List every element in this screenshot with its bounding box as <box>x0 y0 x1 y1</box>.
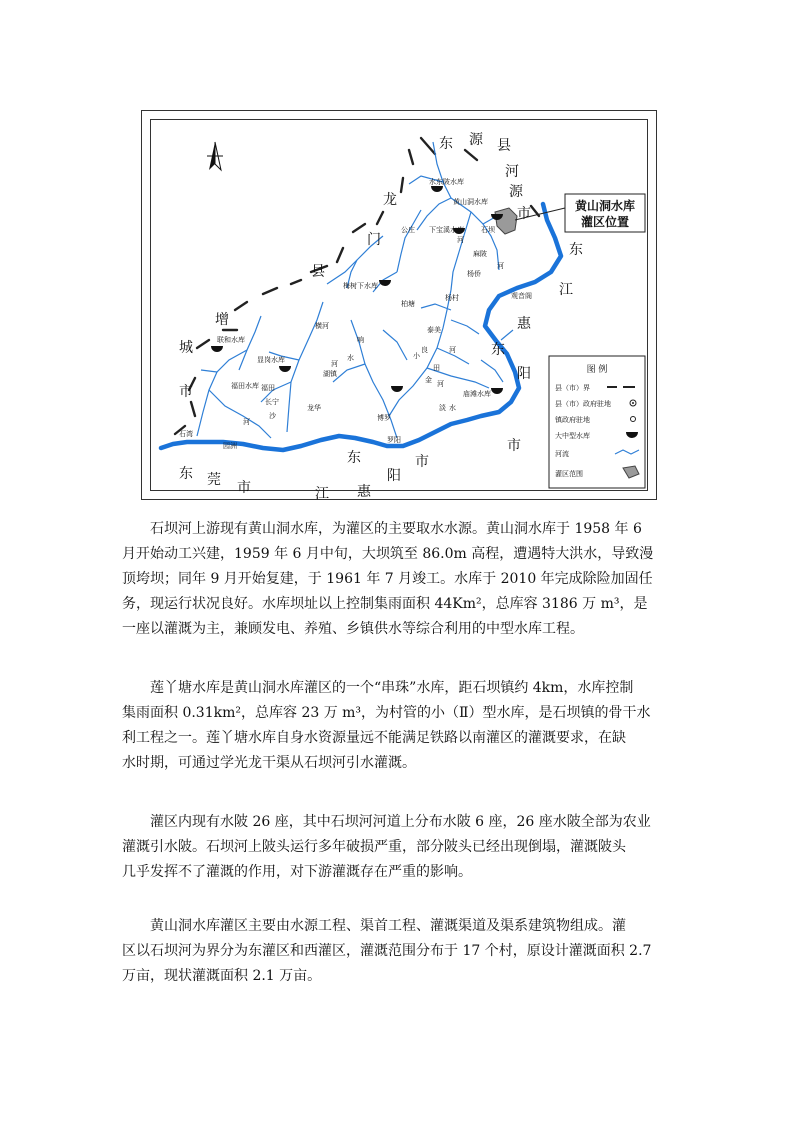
legend-item-county-seat: 县（市）政府驻地 <box>555 400 611 408</box>
water-label: 田 <box>433 364 440 372</box>
water-label: 金 <box>425 376 432 384</box>
reservoir-label: 下宝溪水库 <box>429 226 464 234</box>
water-label: 河 <box>449 346 456 354</box>
reservoir-label: 水东陂水库 <box>429 178 464 186</box>
text-line: 务，现运行状况良好。水库坝址以上控制集雨面积 44Km²，总库容 3186 万 m³，是 <box>122 596 648 612</box>
text-line: 区以石坝河为界分为东灌区和西灌区，灌溉范围分布于 17 个村，原设计灌溉面积 2.7 <box>122 943 652 959</box>
water-label: 水 <box>347 354 354 362</box>
town-seat-icon <box>631 417 636 422</box>
town-label: 罗阳 <box>387 436 401 444</box>
paragraph-lianyatang <box>122 676 658 776</box>
water-label: 河 <box>243 418 250 426</box>
region-char: 市 <box>237 480 251 496</box>
text-line: 灌区内现有水陂 26 座，其中石坝河河道上分布水陂 6 座，26 座水陂全部为农业 <box>150 814 651 830</box>
region-char: 增 <box>215 312 229 328</box>
region-char: 市 <box>415 454 429 470</box>
legend-item-reservoir: 大中型水库 <box>555 432 590 440</box>
town-label: 麻陂 <box>473 250 487 258</box>
water-label: 响 <box>357 336 364 344</box>
town-label: 福田 <box>261 384 275 392</box>
water-label: 良 <box>421 346 428 354</box>
region-char: 县 <box>497 138 511 154</box>
legend-item-town: 镇政府驻地 <box>555 416 590 424</box>
text-line: 利工程之一。莲丫塘水库自身水资源量远不能满足铁路以南灌区的灌溉要求，在缺 <box>122 730 626 746</box>
town-label: 长宁 <box>265 398 279 406</box>
map-figure <box>141 110 657 500</box>
town-label: 横河 <box>315 322 329 330</box>
town-label: 博罗 <box>377 414 391 422</box>
reservoir-label: 梅树下水库 <box>343 282 378 290</box>
callout-box <box>515 194 645 232</box>
region-char: 城 <box>179 340 193 356</box>
text-line: 莲丫塘水库是黄山洞水库灌区的一个“串珠”水库，距石坝镇约 4km，水库控制 <box>150 680 634 696</box>
legend-item-river: 河流 <box>555 450 569 458</box>
reservoir-labels <box>217 177 491 398</box>
legend-title: 图 例 <box>586 365 608 375</box>
town-label: 园洲 <box>223 442 237 450</box>
text-line: 集雨面积 0.31km²，总库容 23 万 m³，为村管的小（Ⅱ）型水库，是石坝镇的骨干水 <box>122 705 651 721</box>
water-label: 小 <box>413 352 420 360</box>
callout-line-2: 灌区位置 <box>580 215 630 229</box>
north-arrow-icon <box>207 142 223 170</box>
reservoir-label: 庙滩水库 <box>463 390 491 398</box>
callout-line-1: 黄山洞水库 <box>574 199 636 213</box>
region-char: 源 <box>509 184 523 200</box>
text-line: 万亩，现状灌溉面积 2.1 万亩。 <box>122 968 322 984</box>
region-char: 东 <box>569 242 583 258</box>
map-legend <box>549 356 645 488</box>
paragraph-irrigation-district <box>122 914 658 989</box>
region-char: 东 <box>179 466 193 482</box>
map-inner-border <box>150 119 648 502</box>
legend-item-irrigation: 灌区范围 <box>555 470 583 478</box>
text-line: 几乎发挥不了灌溉的作用，对下游灌溉存在严重的影响。 <box>122 864 472 880</box>
region-char: 江 <box>559 282 573 298</box>
region-char: 龙 <box>383 192 397 208</box>
region-char: 惠 <box>357 484 371 500</box>
text-line: 水时期，可通过学光龙干渠从石坝河引水灌溉。 <box>122 755 416 771</box>
region-char: 惠 <box>517 316 531 332</box>
region-char: 东 <box>439 136 453 152</box>
town-label: 公庄 <box>401 226 415 234</box>
water-label: 河 <box>497 262 504 270</box>
text-line: 灌溉引水陂。石坝河上陂头运行多年破损严重，部分陂头已经出现倒塌，灌溉陂头 <box>122 839 626 855</box>
legend-item-boundary: 县（市）界 <box>555 384 590 392</box>
town-label: 龙华 <box>307 404 321 412</box>
text-line: 一座以灌溉为主，兼顾发电、养殖、乡镇供水等综合利用的中型水库工程。 <box>122 621 584 637</box>
water-label: 水 <box>449 404 456 412</box>
region-char: 东 <box>347 450 361 466</box>
region-char: 阳 <box>387 468 401 484</box>
reservoir-markers <box>211 186 503 394</box>
text-line: 黄山洞水库灌区主要由水源工程、渠首工程、灌溉渠道及渠系建筑物组成。灌 <box>150 918 626 934</box>
region-char: 东 <box>491 342 505 358</box>
water-label: 河 <box>457 236 464 244</box>
irrigation-area <box>495 208 517 234</box>
text-line: 月开始动工兴建，1959 年 6 月中旬，大坝筑至 86.0m 高程，遭遇特大洪水，导致漫 <box>122 546 654 562</box>
town-label: 湖镇 <box>323 370 337 378</box>
region-char: 莞 <box>207 472 221 488</box>
region-char: 市 <box>507 438 521 454</box>
paragraph-reservoir-history <box>122 517 658 642</box>
region-char: 河 <box>505 164 519 180</box>
region-char: 江 <box>315 486 329 502</box>
water-label: 沙 <box>269 412 276 420</box>
text-line: 顶垮坝；同年 9 月开始复建，于 1961 年 7 月竣工。水库于 2010 年完成除险加固任 <box>122 571 653 587</box>
map-canvas <box>151 120 647 502</box>
water-label: 淡 <box>439 404 446 412</box>
paragraph-weirs <box>122 810 658 885</box>
reservoir-label: 黄山洞水库 <box>453 198 488 206</box>
town-label: 石湾 <box>179 430 193 438</box>
town-label: 杨侨 <box>467 270 481 278</box>
text-line: 石坝河上游现有黄山洞水库，为灌区的主要取水水源。黄山洞水库于 1958 年 6 <box>150 521 642 537</box>
reservoir-label: 福田水库 <box>231 382 259 390</box>
town-label: 杨村 <box>445 294 459 302</box>
town-label: 石坝 <box>481 226 495 234</box>
region-char: 门 <box>367 232 381 248</box>
region-char: 市 <box>179 384 193 400</box>
reservoir-label: 联和水库 <box>217 336 245 344</box>
water-label: 河 <box>331 360 338 368</box>
region-char: 市 <box>517 206 531 222</box>
reservoir-label: 显岗水库 <box>257 356 285 364</box>
water-label: 河 <box>437 380 444 388</box>
region-char: 阳 <box>517 366 531 382</box>
region-char: 县 <box>311 264 325 280</box>
town-label: 柏塘 <box>401 300 415 308</box>
town-label: 观音阁 <box>511 292 532 300</box>
region-char: 源 <box>469 132 483 148</box>
town-label: 泰美 <box>427 326 441 334</box>
